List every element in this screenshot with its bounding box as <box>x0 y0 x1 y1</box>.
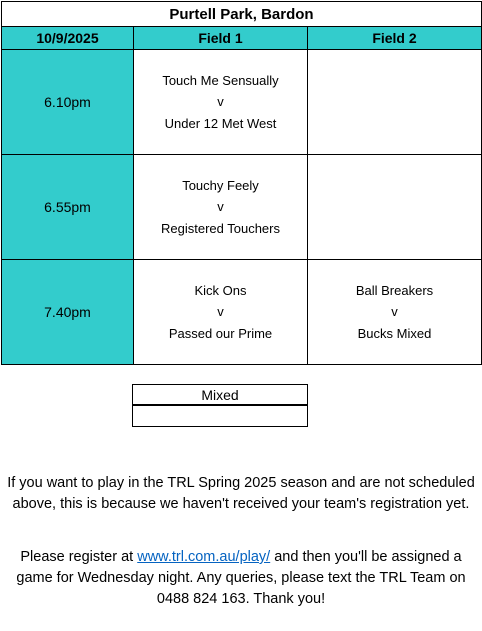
game-cell-field2 <box>308 155 482 260</box>
time-cell: 7.40pm <box>2 260 134 365</box>
legend-swatch <box>133 406 307 426</box>
home-team: Touch Me Sensually <box>162 72 279 88</box>
versus-label: v <box>217 199 224 215</box>
date-header: 10/9/2025 <box>2 27 134 50</box>
time-cell: 6.10pm <box>2 50 134 155</box>
division-legend <box>132 384 308 427</box>
home-team: Touchy Feely <box>182 177 259 193</box>
legend-label: Mixed <box>133 385 307 406</box>
time-slot-row <box>2 155 482 260</box>
game-cell-field1 <box>134 50 308 155</box>
time-cell: 6.55pm <box>2 155 134 260</box>
notice-line: above, this is because we haven't received your team's registration yet. <box>12 496 470 512</box>
away-team: Passed our Prime <box>168 325 273 341</box>
registration-notice <box>0 473 482 515</box>
fixture-table <box>1 1 482 365</box>
away-team: Bucks Mixed <box>357 325 432 341</box>
venue-row <box>2 2 482 27</box>
registration-link[interactable]: www.trl.com.au/play/ <box>137 549 271 565</box>
notice-line: game for Wednesday night. Any queries, please text the TRL Team on <box>16 570 466 586</box>
header-row <box>2 27 482 50</box>
away-team: Registered Touchers <box>161 220 280 236</box>
registration-instructions <box>0 547 482 610</box>
register-prefix: Please register at <box>20 549 138 565</box>
notice-line: If you want to play in the TRL Spring 2025 season and are not scheduled <box>7 475 475 491</box>
versus-label: v <box>217 304 224 320</box>
field1-header: Field 1 <box>134 27 308 50</box>
fixture-sheet <box>1 1 481 365</box>
time-slot-row <box>2 50 482 155</box>
venue-title: Purtell Park, Bardon <box>2 2 482 27</box>
game-cell-field1 <box>134 155 308 260</box>
time-slot-row <box>2 260 482 365</box>
register-suffix: and then you'll be assigned a <box>270 549 462 565</box>
notice-line: 0488 824 163. Thank you! <box>156 591 326 607</box>
away-team: Under 12 Met West <box>164 115 277 131</box>
game-cell-field1 <box>134 260 308 365</box>
versus-label: v <box>391 304 398 320</box>
home-team: Ball Breakers <box>355 282 434 298</box>
game-cell-field2 <box>308 50 482 155</box>
game-cell-field2 <box>308 260 482 365</box>
field2-header: Field 2 <box>308 27 482 50</box>
home-team: Kick Ons <box>194 282 247 298</box>
notice-line <box>0 547 482 568</box>
versus-label: v <box>217 94 224 110</box>
